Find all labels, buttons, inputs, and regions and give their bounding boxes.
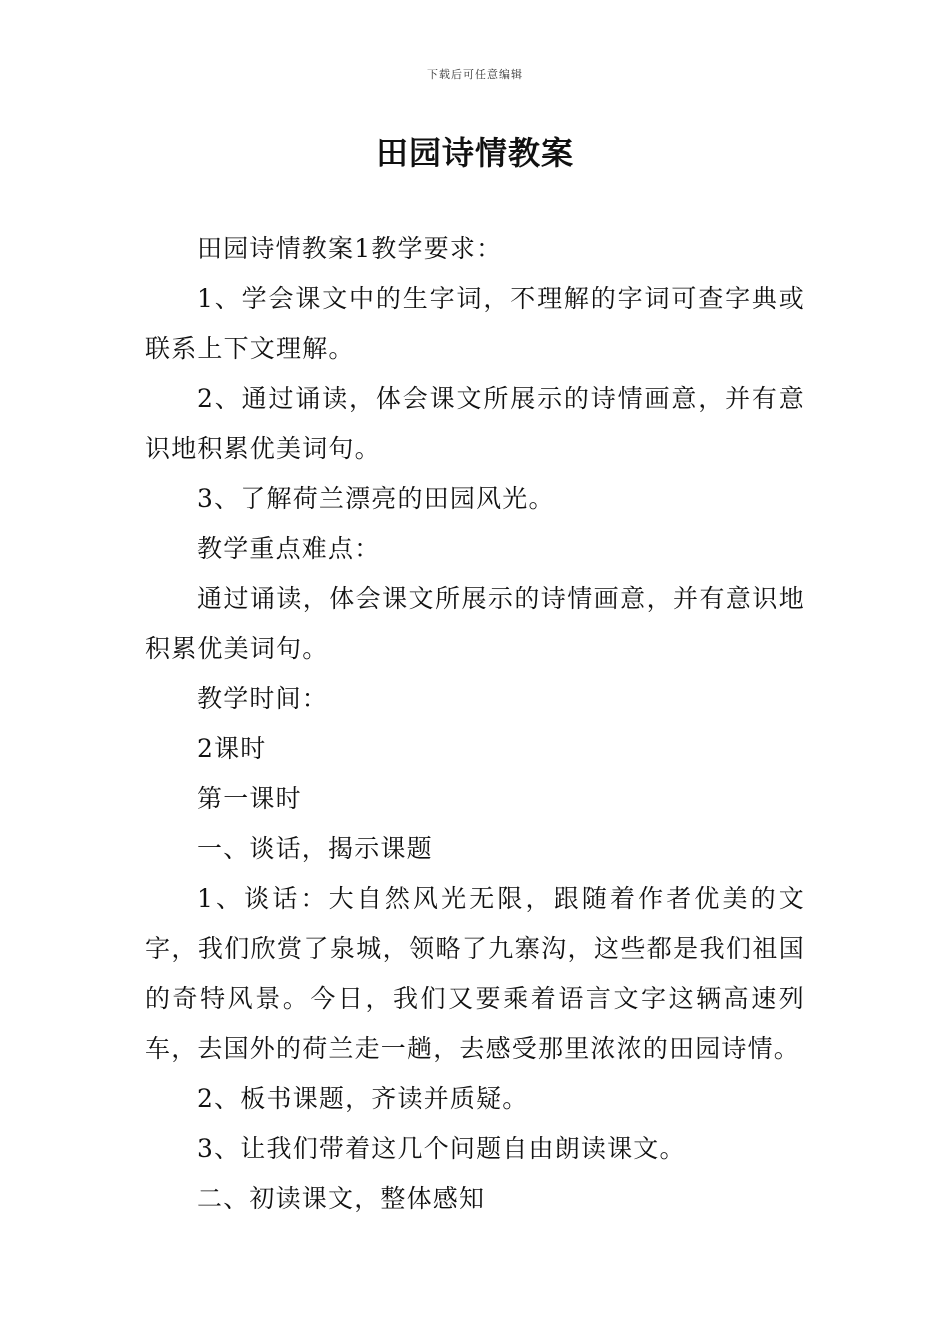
paragraph-section-one: 一、谈话，揭示课题 — [197, 834, 433, 863]
paragraph-free-reading: 3、让我们带着这几个问题自由朗读课文。 — [197, 1134, 686, 1163]
paragraph-requirement-2: 2、通过诵读，体会课文所展示的诗情画意，并有意识地积累优美词句。 — [145, 384, 805, 463]
paragraph-requirement-3: 3、了解荷兰漂亮的田园风光。 — [197, 484, 555, 513]
paragraph-intro: 田园诗情教案1教学要求： — [197, 234, 503, 263]
paragraph-key-points-heading: 教学重点难点： — [197, 534, 381, 563]
paragraph-talk: 1、谈话：大自然风光无限，跟随着作者优美的文字，我们欣赏了泉城，领略了九寨沟，这些都是我们祖国的奇特风景。今日，我们又要乘着语言文字这辆高速列车，去国外的荷兰走一趟，去感受那里浓浓的田园诗情。 — [145, 884, 805, 1063]
paragraph-board-title: 2、板书课题，齐读并质疑。 — [197, 1084, 529, 1113]
paragraph-lesson-one: 第一课时 — [197, 784, 302, 813]
document-body — [145, 224, 805, 1224]
paragraph-requirement-1: 1、学会课文中的生字词，不理解的字词可查字典或联系上下文理解。 — [145, 284, 805, 363]
paragraph-time-heading: 教学时间： — [197, 684, 329, 713]
header-note: 下载后可任意编辑 — [427, 68, 523, 81]
paragraph-key-points: 通过诵读，体会课文所展示的诗情画意，并有意识地积累优美词句。 — [145, 584, 805, 663]
paragraph-section-two: 二、初读课文，整体感知 — [197, 1184, 486, 1213]
paragraph-time-value: 2课时 — [197, 734, 267, 763]
document-title: 田园诗情教案 — [375, 134, 574, 172]
